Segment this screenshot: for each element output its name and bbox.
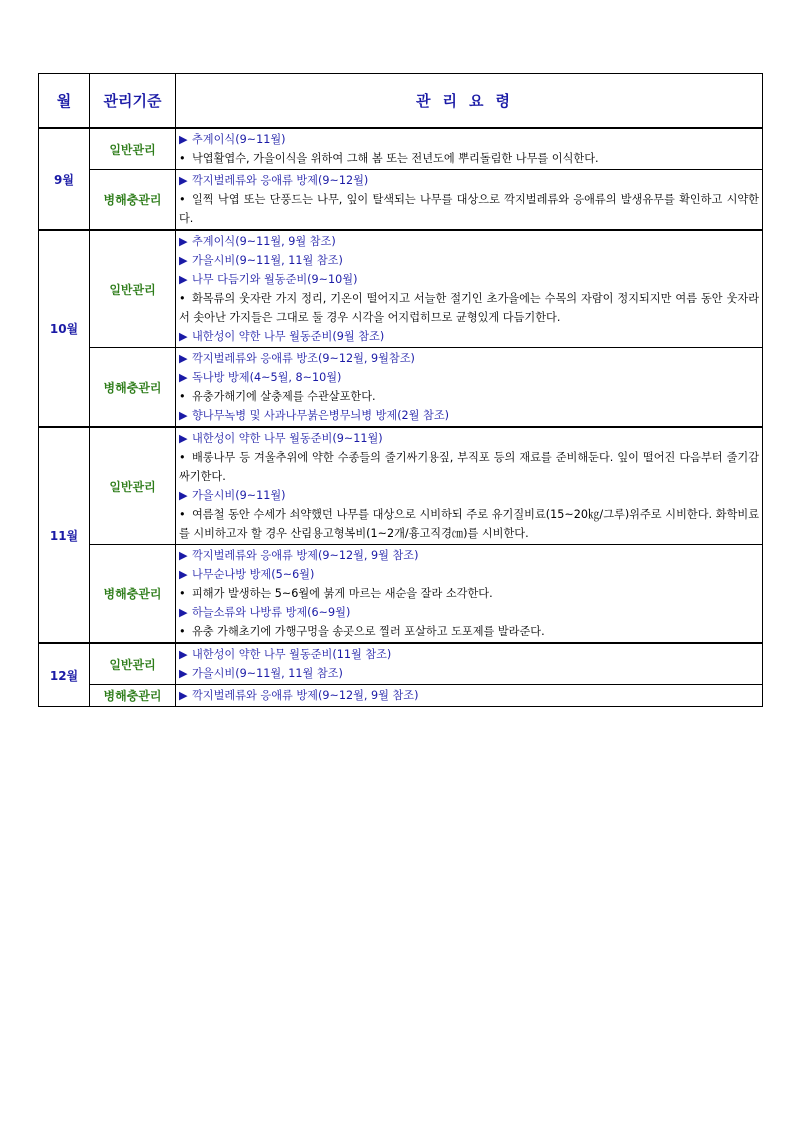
content-cell (176, 643, 763, 685)
task-heading (179, 406, 759, 425)
line-text: 내한성이 약한 나무 월동준비(11월 참조) (192, 648, 392, 661)
header-month: 월 (39, 74, 90, 129)
task-heading (179, 349, 759, 368)
task-heading (179, 251, 759, 270)
line-text: 유충가해기에 살충제를 수관살포한다. (192, 390, 376, 403)
category-cell: 병해충관리 (90, 545, 176, 644)
month-cell: 11월 (39, 427, 90, 643)
triangle-arrow-icon: ▶ (179, 330, 188, 343)
line-text: 나무순나방 방제(5~6월) (192, 568, 315, 581)
line-text: 추계이식(9~11월, 9월 참조) (192, 235, 336, 248)
header-standard: 관리기준 (90, 74, 176, 129)
task-detail (179, 149, 759, 168)
category-cell: 일반관리 (90, 427, 176, 545)
line-text: 가을시비(9~11월, 11월 참조) (192, 667, 343, 680)
month-cell: 10월 (39, 230, 90, 427)
month-cell: 12월 (39, 643, 90, 707)
bullet-icon: • (179, 508, 186, 521)
task-heading (179, 603, 759, 622)
task-heading (179, 546, 759, 565)
triangle-arrow-icon: ▶ (179, 606, 188, 619)
line-text: 낙엽활엽수, 가을이식을 위하여 그해 봄 또는 전년도에 뿌리돌림한 나무를 이식한다. (192, 152, 599, 165)
triangle-arrow-icon: ▶ (179, 409, 188, 422)
content-cell (176, 170, 763, 231)
bullet-icon: • (179, 193, 186, 206)
task-heading (179, 171, 759, 190)
line-text: 가을시비(9~11월) (192, 489, 286, 502)
line-text: 추계이식(9~11월) (192, 133, 286, 146)
table-row (39, 170, 763, 231)
line-text: 내한성이 약한 나무 월동준비(9월 참조) (192, 330, 385, 343)
task-detail (179, 190, 759, 228)
line-text: 깍지벌레류와 응애류 방제(9~12월, 9월 참조) (192, 549, 419, 562)
task-heading (179, 429, 759, 448)
bullet-icon: • (179, 587, 186, 600)
task-heading (179, 368, 759, 387)
line-text: 하늘소류와 나방류 방제(6~9월) (192, 606, 351, 619)
task-detail (179, 289, 759, 327)
triangle-arrow-icon: ▶ (179, 549, 188, 562)
table-row (39, 545, 763, 644)
category-cell: 병해충관리 (90, 685, 176, 707)
triangle-arrow-icon: ▶ (179, 174, 188, 187)
line-text: 화목류의 웃자란 가지 정리, 기온이 떨어지고 서늘한 절기인 초가을에는 수목의 자람이 정지되지만 여름 동안 웃자라서 솟아난 가지들은 그대로 둘 경우 시각을 어지럽히므로 균형있게 다듬기한다. (179, 292, 759, 324)
table-row (39, 348, 763, 428)
line-text: 향나무녹병 및 사과나무붉은병무늬병 방제(2월 참조) (192, 409, 450, 422)
bullet-icon: • (179, 451, 186, 464)
month-cell: 9월 (39, 128, 90, 230)
task-detail (179, 505, 759, 543)
bullet-icon: • (179, 292, 186, 305)
line-text: 나무 다듬기와 월동준비(9~10월) (192, 273, 358, 286)
line-text: 깍지벌레류와 응애류 방조(9~12월, 9월참조) (192, 352, 415, 365)
content-cell (176, 545, 763, 644)
header-row (39, 74, 763, 129)
table-row (39, 427, 763, 545)
triangle-arrow-icon: ▶ (179, 432, 188, 445)
line-text: 피해가 발생하는 5~6월에 붉게 마르는 새순을 잘라 소각한다. (192, 587, 493, 600)
line-text: 여름철 동안 수세가 쇠약했던 나무를 대상으로 시비하되 주로 유기질비료(15~20㎏/그루)위주로 시비한다. 화학비료를 시비하고자 할 경우 산림용고형복비(1~2개/흉고직경㎝)를 시비한다. (179, 508, 759, 540)
table-row (39, 128, 763, 170)
triangle-arrow-icon: ▶ (179, 133, 188, 146)
line-text: 깍지벌레류와 응애류 방제(9~12월, 9월 참조) (192, 689, 419, 702)
task-heading (179, 130, 759, 149)
line-text: 일찍 낙엽 또는 단풍드는 나무, 잎이 탈색되는 나무를 대상으로 깍지벌레류와 응애류의 발생유무를 확인하고 시약한다. (179, 193, 759, 225)
category-cell: 병해충관리 (90, 348, 176, 428)
category-cell: 일반관리 (90, 643, 176, 685)
triangle-arrow-icon: ▶ (179, 648, 188, 661)
triangle-arrow-icon: ▶ (179, 667, 188, 680)
header-content: 관리요령 (176, 74, 763, 129)
line-text: 깍지벌레류와 응애류 방제(9~12월) (192, 174, 369, 187)
task-heading (179, 486, 759, 505)
task-detail (179, 448, 759, 486)
triangle-arrow-icon: ▶ (179, 489, 188, 502)
bullet-icon: • (179, 152, 186, 165)
task-detail (179, 584, 759, 603)
content-cell (176, 427, 763, 545)
line-text: 내한성이 약한 나무 월동준비(9~11월) (192, 432, 383, 445)
triangle-arrow-icon: ▶ (179, 371, 188, 384)
task-heading (179, 565, 759, 584)
line-text: 독나방 방제(4~5월, 8~10월) (192, 371, 342, 384)
table-row (39, 685, 763, 707)
triangle-arrow-icon: ▶ (179, 273, 188, 286)
content-cell (176, 348, 763, 428)
category-cell: 병해충관리 (90, 170, 176, 231)
bullet-icon: • (179, 390, 186, 403)
category-cell: 일반관리 (90, 230, 176, 348)
table-body (39, 128, 763, 707)
task-heading (179, 232, 759, 251)
line-text: 유충 가해초기에 가행구멍을 송곳으로 찔러 포살하고 도포제를 발라준다. (192, 625, 545, 638)
triangle-arrow-icon: ▶ (179, 254, 188, 267)
triangle-arrow-icon: ▶ (179, 689, 188, 702)
triangle-arrow-icon: ▶ (179, 235, 188, 248)
task-heading (179, 645, 759, 664)
content-cell (176, 685, 763, 707)
task-heading (179, 686, 759, 705)
category-cell: 일반관리 (90, 128, 176, 170)
task-heading (179, 270, 759, 289)
task-heading (179, 327, 759, 346)
content-cell (176, 128, 763, 170)
line-text: 배롱나무 등 겨울추위에 약한 수종들의 줄기싸기용짚, 부직포 등의 재료를 준비해둔다. 잎이 떨어진 다음부터 줄기감싸기한다. (179, 451, 759, 483)
content-cell (176, 230, 763, 348)
bullet-icon: • (179, 625, 186, 638)
triangle-arrow-icon: ▶ (179, 352, 188, 365)
line-text: 가을시비(9~11월, 11월 참조) (192, 254, 343, 267)
table-row (39, 643, 763, 685)
table-row (39, 230, 763, 348)
task-detail (179, 622, 759, 641)
triangle-arrow-icon: ▶ (179, 568, 188, 581)
task-heading (179, 664, 759, 683)
management-table (38, 73, 763, 707)
task-detail (179, 387, 759, 406)
